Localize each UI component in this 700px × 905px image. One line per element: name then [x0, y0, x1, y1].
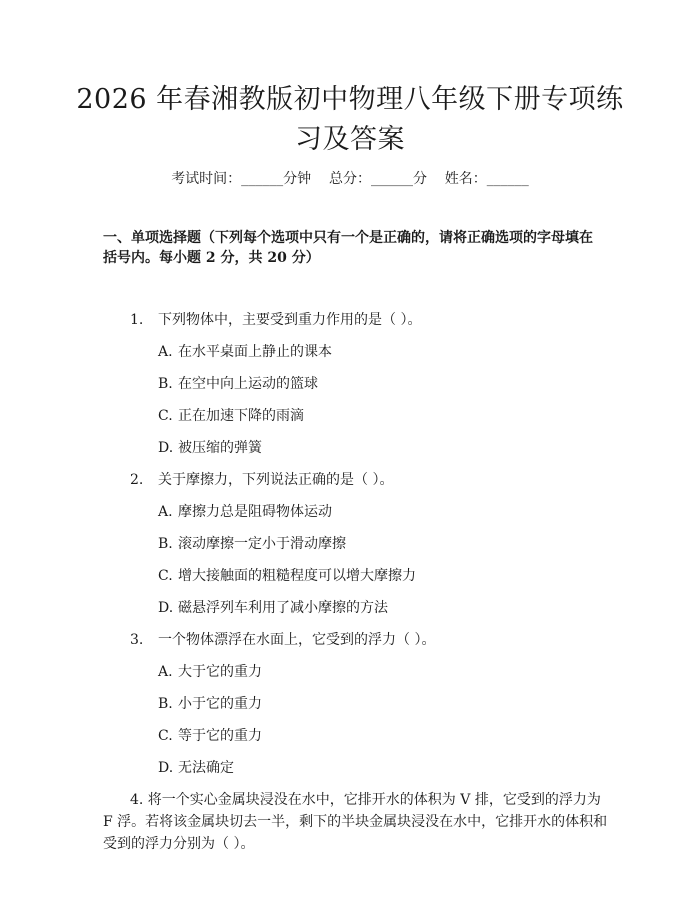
section-heading-line-2: 括号内。每小题 2 分，共 20 分） — [103, 250, 320, 266]
question-text: 关于摩擦力，下列说法正确的是（ ）。 — [158, 472, 394, 488]
question-text: 一个物体漂浮在水面上，它受到的浮力（ ）。 — [158, 632, 436, 648]
question-2 — [130, 470, 393, 490]
option-text: 滚动摩擦一定小于滑动摩擦 — [178, 536, 346, 552]
option-text: 在水平桌面上静止的课本 — [178, 344, 332, 360]
question-3-option-d — [158, 758, 234, 778]
question-4-line-1: 4. 将一个实心金属块浸没在水中，它排开水的体积为 V 排，它受到的浮力为 — [130, 792, 601, 808]
question-3-option-c — [158, 726, 262, 746]
option-text: 等于它的重力 — [178, 728, 262, 744]
option-text: 增大接触面的粗糙程度可以增大摩擦力 — [178, 568, 416, 584]
question-4-line-2: F 浮。若将该金属块切去一半，剩下的半块金属块浸没在水中，它排开水的体积和 — [103, 814, 608, 830]
question-3-option-a — [158, 662, 262, 682]
option-label: C. — [158, 728, 173, 744]
option-label: C. — [158, 408, 173, 424]
document-title-line-2: 习及答案 — [295, 124, 405, 155]
option-label: D. — [158, 760, 174, 776]
option-label: D. — [158, 440, 174, 456]
option-label: D. — [158, 600, 174, 616]
question-3 — [130, 630, 435, 650]
option-label: C. — [158, 568, 173, 584]
option-label: A. — [158, 504, 173, 520]
option-label: B. — [158, 696, 173, 712]
question-text: 下列物体中，主要受到重力作用的是（ ）。 — [158, 312, 422, 328]
option-text: 在空中向上运动的篮球 — [178, 376, 318, 392]
question-number: 2. — [130, 472, 144, 488]
document-title-line-1: 2026 年春湘教版初中物理八年级下册专项练 — [76, 84, 624, 115]
question-number: 3. — [130, 632, 144, 648]
option-text: 小于它的重力 — [178, 696, 262, 712]
option-text: 摩擦力总是阻碍物体运动 — [178, 504, 332, 520]
question-1-option-d — [158, 438, 262, 458]
question-3-option-b — [158, 694, 262, 714]
question-1-option-c — [158, 406, 304, 426]
question-2-option-c — [158, 566, 416, 586]
question-4-line-3: 受到的浮力分别为（ ）。 — [103, 836, 255, 852]
option-label: B. — [158, 536, 173, 552]
option-text: 正在加速下降的雨滴 — [178, 408, 304, 424]
option-text: 无法确定 — [178, 760, 234, 776]
section-heading-line-1: 一、单项选择题（下列每个选项中只有一个是正确的，请将正确选项的字母填在 — [103, 230, 593, 246]
question-number: 1. — [130, 312, 144, 328]
question-2-option-a — [158, 502, 332, 522]
option-label: A. — [158, 664, 173, 680]
option-text: 被压缩的弹簧 — [178, 440, 262, 456]
question-1-option-a — [158, 342, 332, 362]
question-2-option-b — [158, 534, 346, 554]
option-label: B. — [158, 376, 173, 392]
option-label: A. — [158, 344, 173, 360]
option-text: 磁悬浮列车利用了减小摩擦的方法 — [178, 600, 388, 616]
question-2-option-d — [158, 598, 388, 618]
question-1-option-b — [158, 374, 318, 394]
question-1 — [130, 310, 421, 330]
option-text: 大于它的重力 — [178, 664, 262, 680]
exam-info-line: 考试时间：______分钟 总分：______分 姓名：______ — [171, 171, 529, 187]
